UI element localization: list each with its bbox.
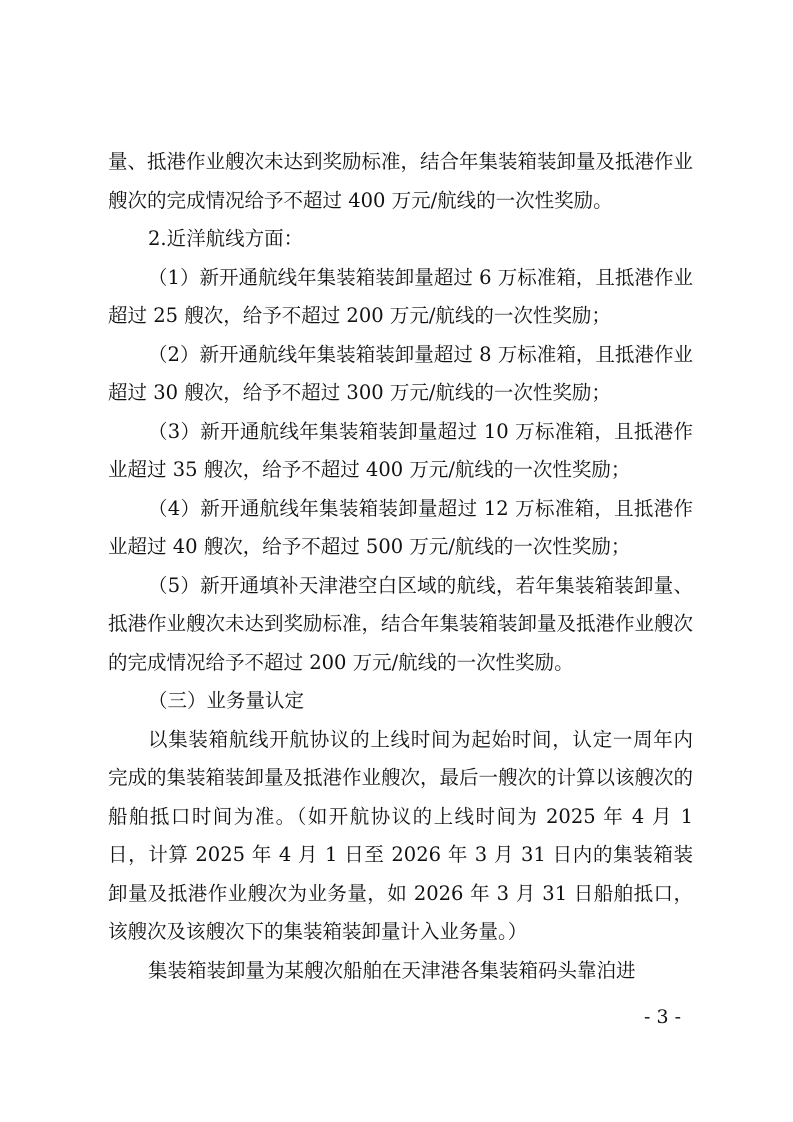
document-body — [108, 143, 693, 990]
paragraph-item-1: （1）新开通航线年集装箱装卸量超过 6 万标准箱，且抵港作业超过 25 艘次，给予不超过 200 万元/航线的一次性奖励； — [108, 265, 693, 327]
paragraph-section-2-heading: 2.近洋航线方面： — [148, 227, 304, 250]
paragraph-item-5: （5）新开通填补天津港空白区域的航线，若年集装箱装卸量、抵港作业艘次未达到奖励标准，结合年集装箱装卸量及抵港作业艘次的完成情况给予不超过 200 万元/航线的一次性奖励。 — [108, 573, 694, 674]
paragraph-item-2: （2）新开通航线年集装箱装卸量超过 8 万标准箱，且抵港作业超过 30 艘次，给予不超过 300 万元/航线的一次性奖励； — [108, 342, 693, 404]
paragraph-item-3: （3）新开通航线年集装箱装卸量超过 10 万标准箱，且抵港作业超过 35 艘次，给予不超过 400 万元/航线的一次性奖励； — [108, 419, 693, 481]
paragraph-volume-note: 集装箱装卸量为某艘次船舶在天津港各集装箱码头靠泊进 — [148, 958, 636, 982]
paragraph-continuation: 量、抵港作业艘次未达到奖励标准，结合年集装箱装卸量及抵港作业艘次的完成情况给予不超过 400 万元/航线的一次性奖励。 — [108, 150, 694, 212]
paragraph-volume-definition: 以集装箱航线开航协议的上线时间为起始时间，认定一周年内完成的集装箱装卸量及抵港作业艘次，最后一艘次的计算以该艘次的船舶抵口时间为准。（如开航协议的上线时间为 2025 年 4 月 1 日，计算 2025 年 4 月 1 日至 2026 年 3 月 31 日内的集装箱装卸量及抵港作业艘次为业务量，如 2026 年 3 月 31 日船舶抵口，该艘次及该艘次下的集装箱装卸量计入业务量。） — [108, 727, 694, 943]
section-heading-volume: （三）业务量认定 — [148, 689, 305, 712]
paragraph-item-4: （4）新开通航线年集装箱装卸量超过 12 万标准箱，且抵港作业超过 40 艘次，给予不超过 500 万元/航线的一次性奖励； — [108, 496, 693, 558]
page-number: - 3 - — [643, 1006, 681, 1028]
